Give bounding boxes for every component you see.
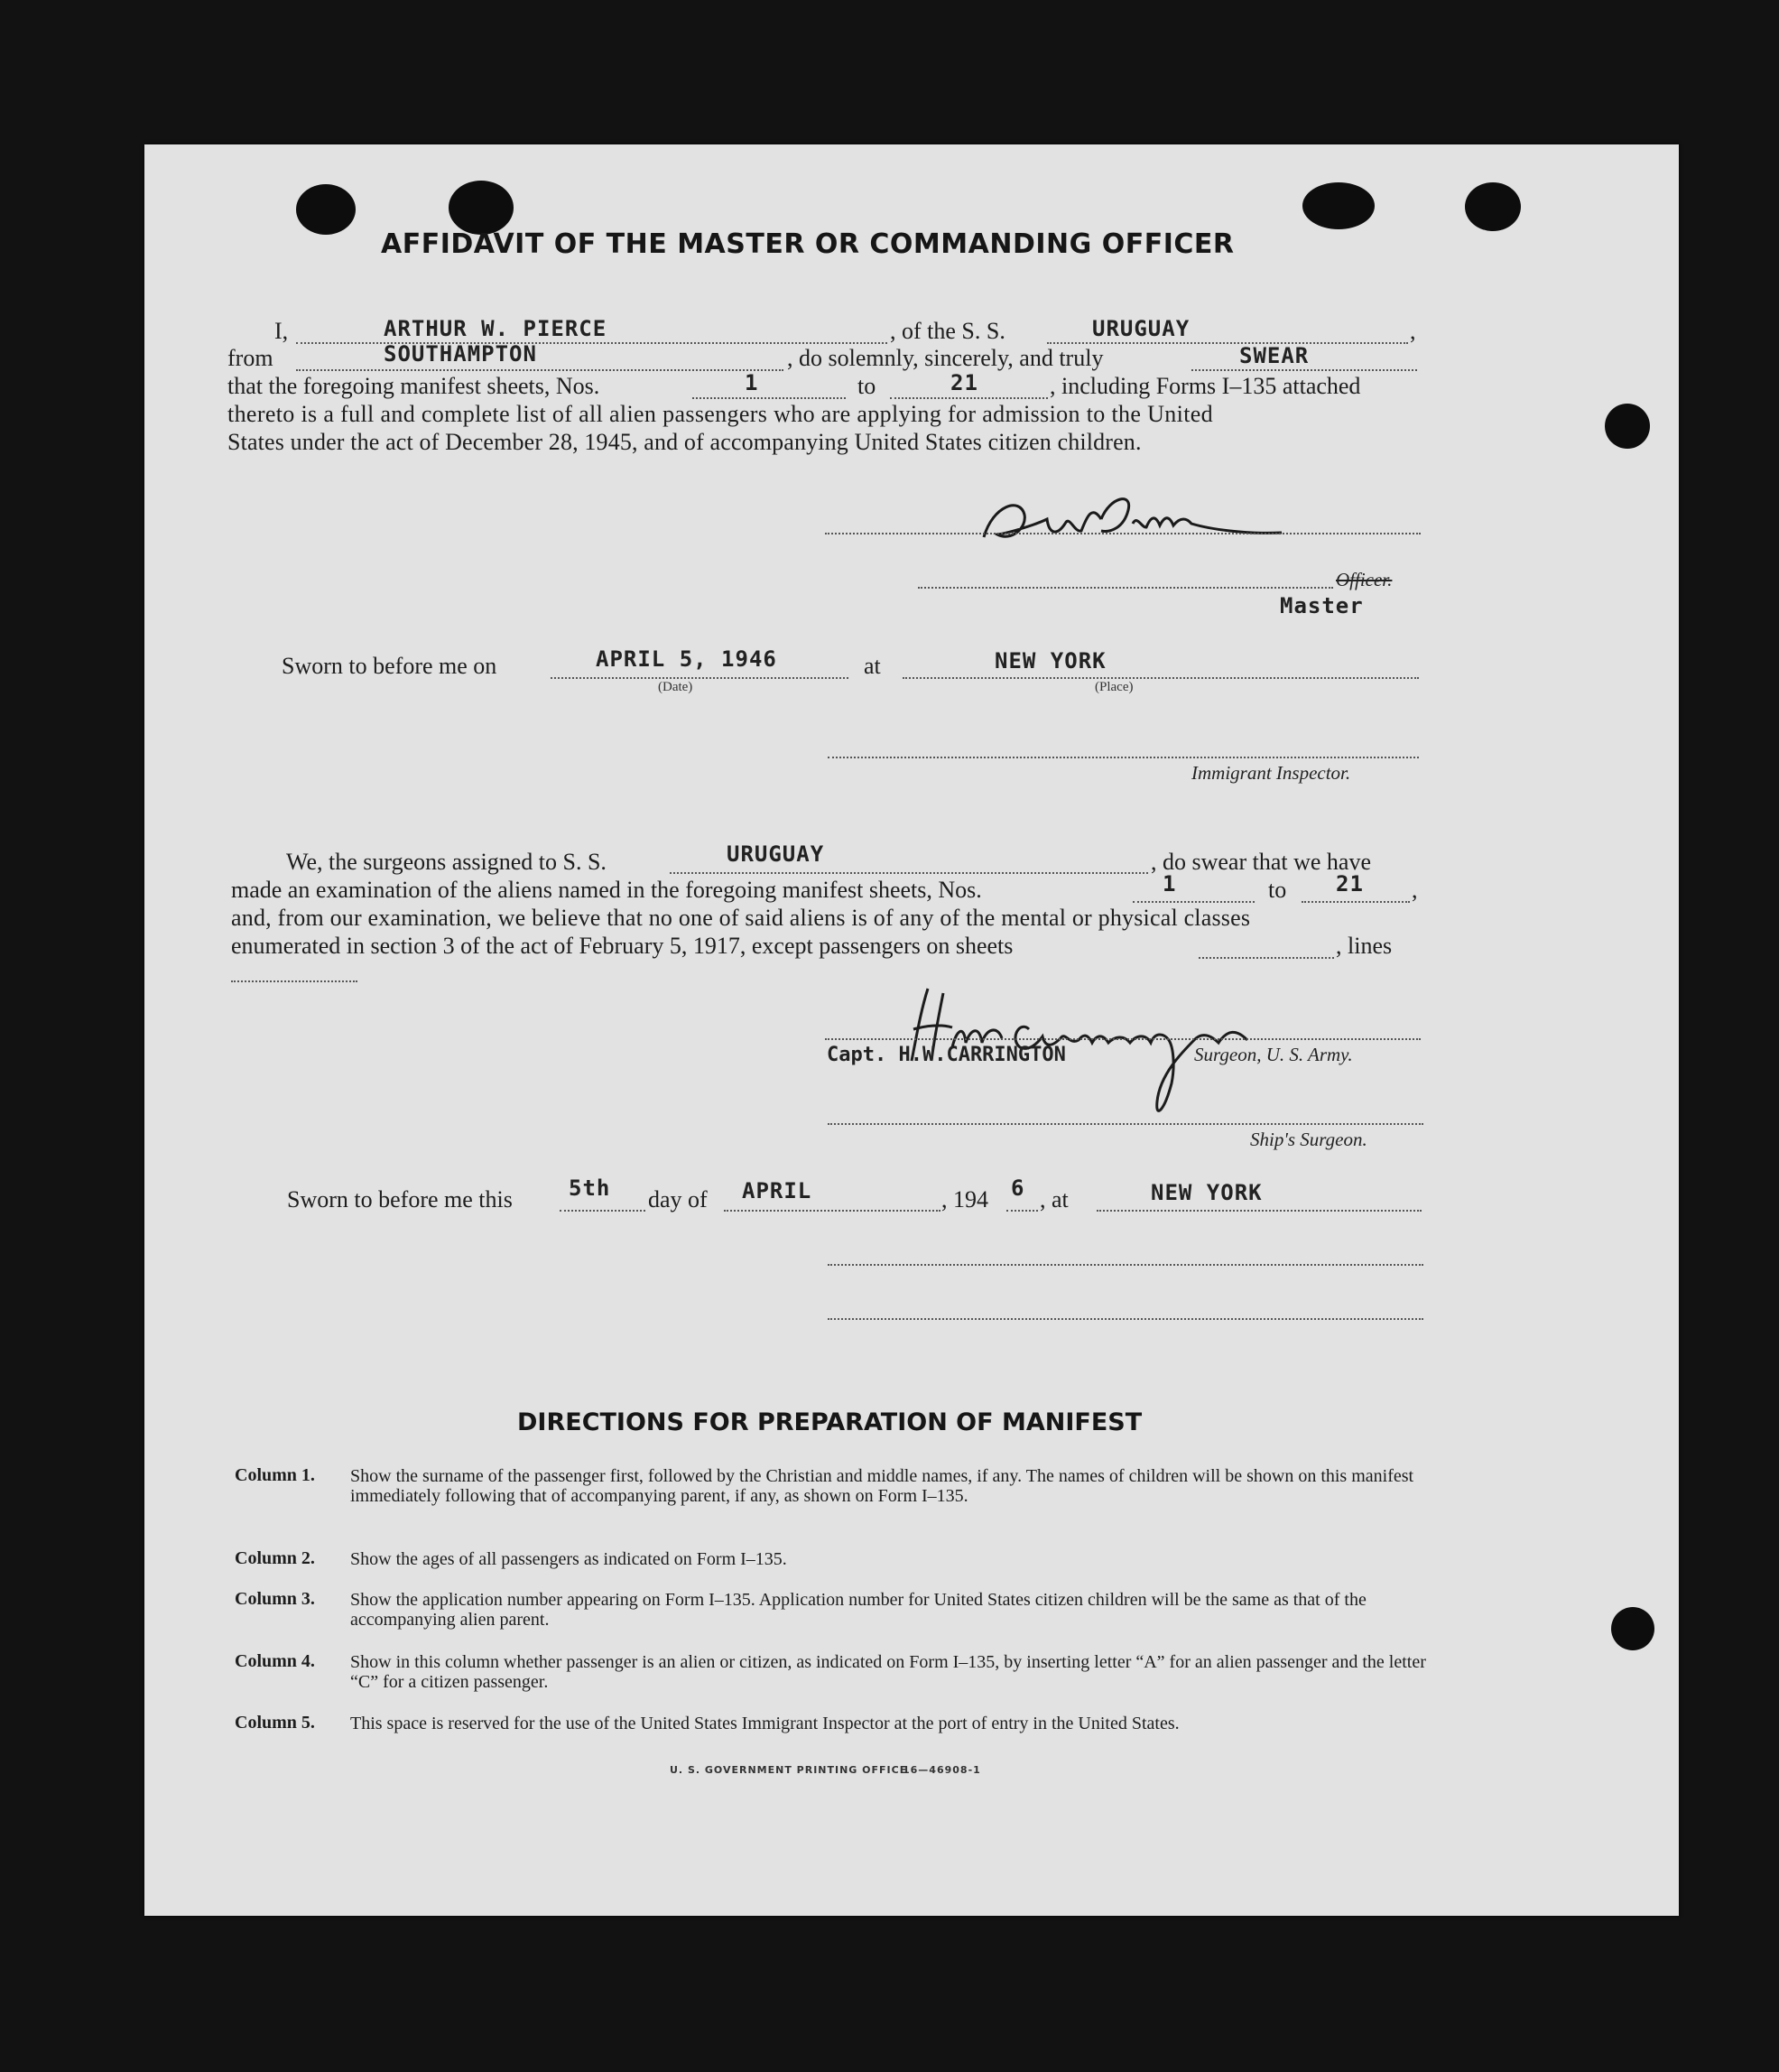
dotted-line bbox=[1191, 369, 1417, 371]
dotted-line bbox=[560, 1210, 645, 1212]
surgeons-sheet-from: 1 bbox=[1163, 871, 1177, 897]
dotted-line bbox=[692, 397, 846, 399]
surgeon-name: Capt. H.W.CARRINGTON bbox=[827, 1044, 1066, 1066]
sworn-month-field: APRIL bbox=[742, 1178, 812, 1203]
master-name-field: ARTHUR W. PIERCE bbox=[384, 316, 607, 341]
surgeon-line bbox=[825, 1038, 1421, 1040]
sworn-this-label: Sworn to before me this bbox=[287, 1186, 513, 1213]
column-3-label: Column 3. bbox=[235, 1589, 315, 1609]
gpo-imprint: U. S. GOVERNMENT PRINTING OFFICE bbox=[670, 1764, 908, 1776]
inspector-label: Immigrant Inspector. bbox=[1191, 762, 1351, 784]
sheet-from-field: 1 bbox=[745, 370, 759, 395]
sworn-at-label: at bbox=[864, 653, 881, 679]
column-2-text: Show the ages of all passengers as indicated on Form I–135. bbox=[350, 1549, 787, 1569]
master-signature bbox=[975, 488, 1318, 551]
dotted-line bbox=[1302, 901, 1410, 903]
document-page bbox=[144, 144, 1679, 1916]
affidavit-title: AFFIDAVIT OF THE MASTER OR COMMANDING OFFICER bbox=[381, 228, 1235, 260]
surgeons-line3: and, from our examination, we believe that no one of said aliens is of any of the mental or physical classes bbox=[231, 905, 1251, 931]
officer-sign-line bbox=[828, 1318, 1423, 1320]
sworn-place-field: NEW YORK bbox=[995, 648, 1107, 674]
dotted-line bbox=[1199, 957, 1334, 959]
surgeons-we: We, the surgeons assigned to S. S. bbox=[286, 849, 607, 875]
dotted-line bbox=[724, 1210, 940, 1212]
dotted-line bbox=[231, 980, 357, 982]
dotted-line bbox=[1133, 901, 1255, 903]
para-of-ss: , of the S. S. bbox=[890, 318, 1005, 344]
officer-label: Officer. bbox=[1336, 569, 1393, 590]
surgeons-comma: , bbox=[1412, 877, 1418, 903]
ships-surgeon-label: Ship's Surgeon. bbox=[1250, 1129, 1367, 1150]
dotted-line bbox=[903, 677, 1419, 679]
punch-hole bbox=[449, 181, 514, 235]
surgeons-line4: enumerated in section 3 of the act of February 5, 1917, except passengers on sheets bbox=[231, 933, 1014, 959]
punch-hole bbox=[1611, 1607, 1654, 1650]
port-field: SOUTHAMPTON bbox=[384, 341, 537, 367]
ships-surgeon-line bbox=[828, 1123, 1423, 1125]
dotted-line bbox=[1047, 342, 1408, 344]
punch-hole bbox=[1605, 404, 1650, 449]
column-1-text: Show the surname of the passenger first, followed by the Christian and middle names, if any. The names of children will be shown on this manifest immediately following that of accompanying parent, if any, as shown on Form I–135. bbox=[350, 1466, 1414, 1506]
day-of-label: day of bbox=[648, 1186, 708, 1213]
sworn-at2-label: , at bbox=[1040, 1186, 1069, 1213]
column-2-label: Column 2. bbox=[235, 1548, 315, 1568]
gpo-code: 16—46908-1 bbox=[903, 1764, 981, 1776]
master-stamp: Master bbox=[1280, 593, 1364, 618]
punch-hole bbox=[1302, 182, 1375, 229]
dotted-line bbox=[296, 369, 783, 371]
para-i: I, bbox=[274, 318, 289, 344]
sworn-year-field: 6 bbox=[1011, 1175, 1025, 1201]
column-1-label: Column 1. bbox=[235, 1465, 315, 1485]
dotted-line bbox=[551, 677, 848, 679]
ship-name-field: URUGUAY bbox=[1092, 316, 1191, 341]
dotted-line bbox=[670, 872, 1148, 874]
para-including: , including Forms I–135 attached bbox=[1050, 373, 1361, 399]
sworn-date-field: APRIL 5, 1946 bbox=[596, 646, 777, 672]
date-caption: (Date) bbox=[658, 680, 693, 694]
column-4-label: Column 4. bbox=[235, 1651, 315, 1671]
column-3-text: Show the application number appearing on Form I–135. Application number for United States citizen children will be the same as that of the accompanying alien parent. bbox=[350, 1590, 1367, 1630]
surgeons-lines: , lines bbox=[1336, 933, 1393, 959]
surgeons-to: to bbox=[1268, 877, 1287, 903]
para-line5: States under the act of December 28, 1945, and of accompanying United States citizen children. bbox=[227, 429, 1142, 455]
dotted-line bbox=[1097, 1210, 1422, 1212]
surgeons-line2: made an examination of the aliens named in the foregoing manifest sheets, Nos. bbox=[231, 877, 982, 903]
column-5-label: Column 5. bbox=[235, 1713, 315, 1733]
verb-field: SWEAR bbox=[1239, 343, 1310, 368]
surgeons-ship-field: URUGUAY bbox=[727, 841, 825, 867]
officer-sign-line bbox=[828, 1264, 1423, 1266]
inspector-line bbox=[828, 757, 1419, 758]
sworn-day-field: 5th bbox=[569, 1175, 611, 1201]
signature-line bbox=[825, 533, 1421, 534]
year-prefix: , 194 bbox=[941, 1186, 988, 1213]
para-do-solemnly: , do solemnly, sincerely, and truly bbox=[787, 345, 1104, 371]
para-to: to bbox=[857, 373, 876, 399]
directions-title: DIRECTIONS FOR PREPARATION OF MANIFEST bbox=[517, 1408, 1143, 1436]
sworn-place2-field: NEW YORK bbox=[1151, 1180, 1263, 1205]
punch-hole bbox=[296, 184, 356, 235]
place-caption: (Place) bbox=[1095, 680, 1134, 694]
para-comma: , bbox=[1410, 318, 1416, 344]
officer-line bbox=[918, 587, 1333, 589]
para-line4: thereto is a full and complete list of all alien passengers who are applying for admission to the United bbox=[227, 401, 1214, 427]
surgeon-army-label: Surgeon, U. S. Army. bbox=[1194, 1044, 1353, 1065]
dotted-line bbox=[1006, 1210, 1038, 1212]
punch-hole bbox=[1465, 182, 1521, 231]
surgeons-swear: , do swear that we have bbox=[1151, 849, 1372, 875]
sworn-on-label: Sworn to before me on bbox=[282, 653, 497, 679]
para-foregoing: that the foregoing manifest sheets, Nos. bbox=[227, 373, 600, 399]
sheet-to-field: 21 bbox=[950, 370, 978, 395]
column-5-text: This space is reserved for the use of the United States Immigrant Inspector at the port of entry in the United States. bbox=[350, 1714, 1180, 1733]
column-4-text: Show in this column whether passenger is an alien or citizen, as indicated on Form I–135, by inserting letter “A” for an alien passenger and the letter “C” for a citizen passenger. bbox=[350, 1652, 1426, 1692]
para-from: from bbox=[227, 345, 273, 371]
surgeons-sheet-to: 21 bbox=[1336, 871, 1364, 897]
dotted-line bbox=[890, 397, 1048, 399]
